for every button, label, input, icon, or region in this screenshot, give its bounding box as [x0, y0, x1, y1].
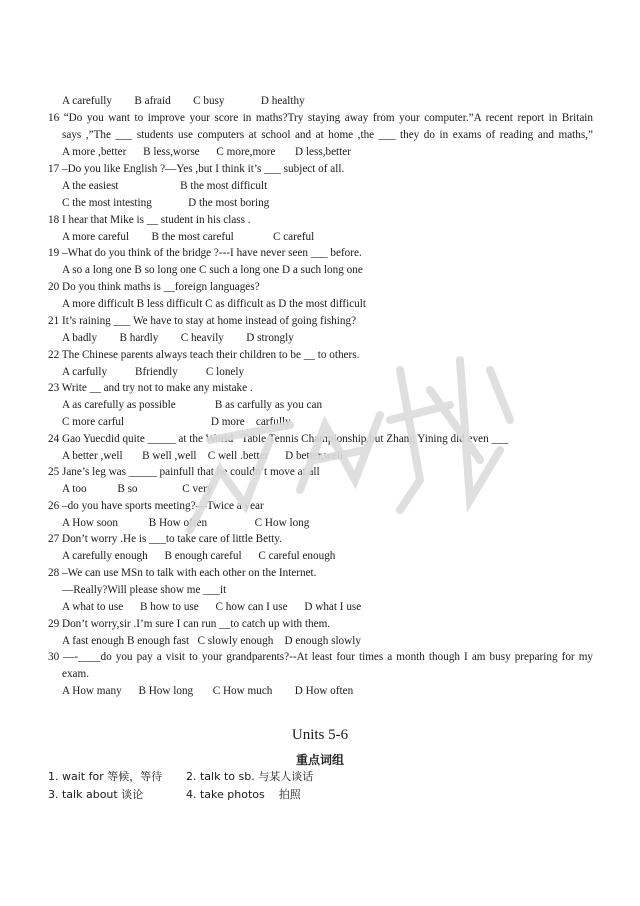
question-17-options-c: C the most intesting D the most boring [62, 197, 270, 209]
question-25-options: A too B so C very [62, 483, 213, 495]
question-24-options: A better ,well B well ,well C well .better D better,well [62, 450, 344, 462]
question-29-options: A fast enough B enough fast C slowly enough D enough slowly [62, 635, 361, 647]
question-27-options: A carefully enough B enough careful C careful enough [62, 550, 336, 562]
question-23-options-c: C more carful D more carfully [62, 416, 291, 428]
question-25-stem: 25 Jane’s leg was _____ painfull that he couldn’t move at all [48, 466, 320, 478]
question-24-stem: 24 Gao Yuecdid quite _____ at the World Table Tennis Championship,but Zhang Yining did even ___ [48, 433, 509, 445]
question-26-options: A How soon B How ofren C How long [62, 517, 310, 529]
phrase-item: 1. wait for 等候，等待 [48, 770, 163, 783]
question-16-stem: 16 “Do you want to improve your score in maths?Try staying away from your computer.”A recent report in Britain [48, 112, 593, 124]
phrase-item: 4. take photos 拍照 [186, 788, 301, 801]
question-23-stem: 23 Write __ and try not to make any mistake . [48, 382, 253, 394]
question-17-stem: 17 –Do you like English ?—Yes ,but I think it’s ___ subject of all. [48, 163, 345, 175]
question-22-options: A carfully Bfriendly C lonely [62, 366, 245, 378]
question-18-options: A more careful B the most careful C careful [62, 231, 315, 243]
phrase-item: 3. talk about 谈论 [48, 788, 144, 801]
question-26-stem: 26 –do you have sports meeting?—Twice a year [48, 500, 264, 512]
question-22-stem: 22 The Chinese parents always teach their children to be __ to others. [48, 349, 360, 361]
question-27-stem: 27 Don’t worry .He is ___to take care of little Betty. [48, 533, 282, 545]
section-title: Units 5-6 [291, 727, 349, 743]
section-subtitle: 重点词组 [295, 753, 344, 767]
question-18-stem: 18 I hear that Mike is __ student in his class . [48, 214, 251, 226]
question-19-stem: 19 –What do you think of the bridge ?---I have never seen ___ before. [48, 247, 362, 259]
question-30-options: A How many B How long C How much D How often [62, 685, 354, 697]
question-30-stem: 30 —-____do you pay a visit to your grandparents?--At least four times a month though I am busy preparing for my [48, 651, 593, 663]
question-20-options: A more difficult B less difficult C as difficult as D the most difficult [62, 298, 366, 310]
question-20-stem: 20 Do you think maths is __foreign languages? [48, 281, 260, 293]
question-21-stem: 21 It’s raining ___ We have to stay at home instead of going fishing? [48, 315, 357, 327]
question-28-stem: 28 –We can use MSn to talk with each other on the Internet. [48, 567, 317, 579]
question-28-stem-cont: —Really?Will please show me ___it [62, 584, 227, 596]
question-21-options: A badly B hardly C heavily D strongly [62, 332, 294, 344]
phrase-item: 2. talk to sb. 与某人谈话 [186, 770, 314, 783]
question-19-options: A so a long one B so long one C such a long one D a such long one [62, 264, 363, 276]
question-16-options: A more ,better B less,worse C more,more D less,better [62, 146, 351, 158]
question-23-options-a: A as carefully as possible B as carfully as you can [62, 399, 323, 411]
question-17-options-a: A the easiest B the most difficult [62, 180, 268, 192]
question-16-stem-cont: says ,”The ___ students use computers at school and at home ,the ___ they do in exams of reading and maths,” [62, 129, 593, 141]
question-30-stem-cont: exam. [62, 668, 90, 680]
question-29-stem: 29 Don’t worry,sir .I’m sure I can run __to catch up with them. [48, 618, 331, 630]
question-15-options: A carefully B afraid C busy D healthy [62, 95, 305, 107]
question-28-options: A what to use B how to use C how can I use D what I use [62, 601, 362, 613]
